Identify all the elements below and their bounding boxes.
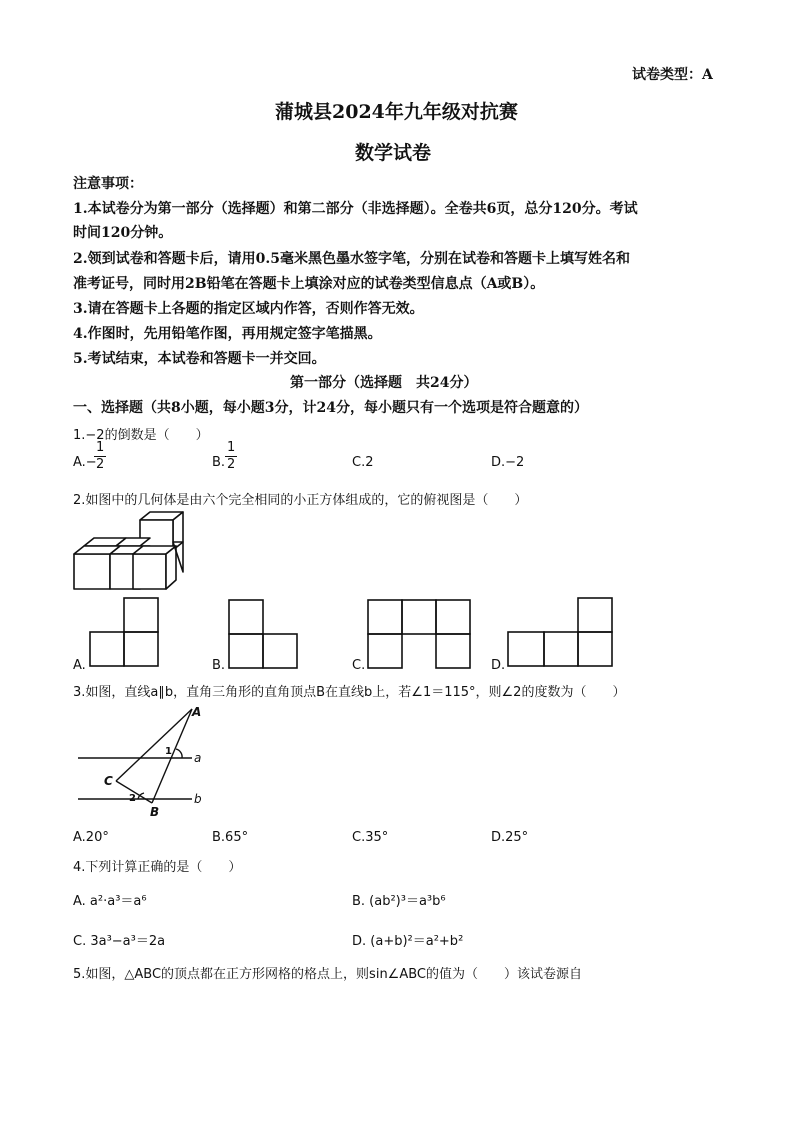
exam-subtitle: 数学试卷 <box>355 142 432 164</box>
cube-front-right <box>133 554 166 589</box>
q4-option-a: A. a²·a³＝a⁶ <box>73 894 147 909</box>
q2-stem: 2.如图中的几何体是由六个完全相同的小正方体组成的，它的俯视图是（ ） <box>73 493 528 508</box>
q2-option-a-figure[interactable] <box>88 596 163 670</box>
notice-line-3: 2.领到试卷和答题卡后，请用0.5毫米黑色墨水签字笔，分别在试卷和答题卡上填写姓名和 <box>73 251 630 267</box>
q3-parallel-lines-figure <box>74 703 214 823</box>
q2-label-d[interactable]: D. <box>491 658 506 673</box>
q2-option-d-figure[interactable] <box>506 596 616 670</box>
q3-option-a: A.20° <box>73 830 109 845</box>
q3-option-b: B.65° <box>212 830 249 845</box>
q3-option-d: D.25° <box>491 830 529 845</box>
cube-front-left <box>74 554 110 589</box>
q1-option-b-fraction <box>225 440 237 473</box>
q1-b-numerator: 1 <box>227 440 236 455</box>
q1-b-denominator: 2 <box>227 457 236 472</box>
notice-heading: 注意事项： <box>73 176 143 192</box>
q1-option-d: D.−2 <box>491 455 525 470</box>
q1-stem: 1.−2的倒数是（ ） <box>73 428 209 443</box>
notice-line-2: 时间120分钟。 <box>73 225 173 241</box>
q4-option-c: C. 3a³−a³＝2a <box>73 934 166 949</box>
q2-option-b-figure[interactable] <box>227 598 302 672</box>
q2-label-a[interactable]: A. <box>73 658 86 673</box>
notice-line-4: 准考证号，同时用2B铅笔在答题卡上填涂对应的试卷类型信息点（A或B）。 <box>73 276 545 292</box>
q1-a-denominator: 2 <box>96 457 105 472</box>
q2-cube-solid-figure <box>70 510 190 592</box>
q2-label-b[interactable]: B. <box>212 658 226 673</box>
q3-line-b-label: b <box>194 792 202 806</box>
q1-a-numerator: 1 <box>96 440 105 455</box>
q3-point-c: C <box>104 774 113 788</box>
paper-type: 试卷类型：A <box>632 67 713 83</box>
notice-line-6: 4.作图时，先用铅笔作图，再用规定签字笔描黑。 <box>73 326 382 342</box>
q3-point-b: B <box>150 805 160 819</box>
q3-point-a: A <box>192 705 202 719</box>
q5-stem: 5.如图，△ABC的顶点都在正方形网格的格点上，则sin∠ABC的值为（ ）该试卷源自 <box>73 967 582 982</box>
q2-label-c[interactable]: C. <box>352 658 366 673</box>
notice-line-7: 5.考试结束，本试卷和答题卡一并交回。 <box>73 351 326 367</box>
notice-line-5: 3.请在答题卡上各题的指定区域内作答，否则作答无效。 <box>73 301 424 317</box>
q4-option-b: B. (ab²)³＝a³b⁶ <box>352 894 446 909</box>
section-heading: 一、选择题（共8小题，每小题3分，计24分，每小题只有一个选项是符合题意的） <box>73 400 588 416</box>
q3-angle-1: 1 <box>165 746 172 757</box>
q2-option-c-figure[interactable] <box>366 598 476 672</box>
notice-line-1: 1.本试卷分为第一部分（选择题）和第二部分（非选择题）。全卷共6页，总分120分。考试 <box>73 201 638 217</box>
q1-option-a-fraction <box>94 440 106 473</box>
q4-option-d: D. (a+b)²＝a²+b² <box>352 934 464 949</box>
q1-option-b-prefix: B. <box>212 455 226 470</box>
q1-option-c: C.2 <box>352 455 374 470</box>
exam-title: 蒲城县2024年九年级对抗赛 <box>275 101 518 123</box>
q1-option-a-prefix: A.− <box>73 455 97 470</box>
q3-option-c: C.35° <box>352 830 389 845</box>
q4-stem: 4.下列计算正确的是（ ） <box>73 860 242 875</box>
q3-angle-2: 2 <box>129 793 136 804</box>
part1-heading: 第一部分（选择题 共24分） <box>290 375 478 391</box>
q3-stem: 3.如图，直线a∥b，直角三角形的直角顶点B在直线b上，若∠1＝115°，则∠2的度数为（ ） <box>73 685 626 700</box>
q3-line-a-label: a <box>194 751 202 765</box>
